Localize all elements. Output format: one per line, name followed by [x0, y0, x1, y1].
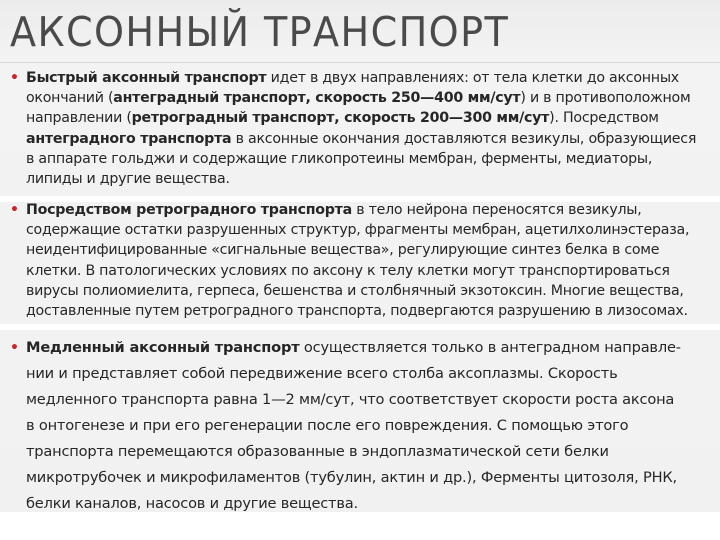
text-run: белки каналов, насосов и другие вещества.	[26, 495, 358, 512]
text-run: содержащие остатки разрушенных структур, фрагменты мембран, ацетилхолинэстераза,	[26, 222, 690, 239]
paragraph-fast-transport	[8, 68, 714, 189]
text-line	[26, 413, 714, 439]
text-run: неидентифицированные «сигнальные вещества», регулирующие синтез белка в соме	[26, 242, 660, 259]
text-line	[26, 68, 714, 88]
paragraph-body	[8, 335, 714, 517]
text-run: направлении (	[26, 110, 132, 127]
text-line	[26, 465, 714, 491]
bullet-icon: •	[10, 340, 19, 356]
text-run: в тело нейрона переносятся везикулы,	[351, 202, 642, 218]
paragraph-body	[8, 200, 714, 321]
text-line	[26, 301, 714, 321]
bullet-icon: •	[10, 202, 19, 218]
text-run: идет в двух направлениях: от тела клетки до аксонных	[266, 70, 679, 86]
text-line	[26, 108, 714, 128]
text-line	[26, 169, 714, 189]
text-line	[26, 220, 714, 240]
text-line	[26, 149, 714, 169]
text-run: вирусы полиомиелита, герпеса, бешенства и столбнячный экзотоксин. Многие вещества,	[26, 282, 684, 299]
text-run: нии и представляет собой передвижение всего столба аксоплазмы. Скорость	[26, 365, 618, 382]
text-run: ). Посредством	[549, 110, 659, 127]
text-run: доставленные путем ретроградного транспорта, подвергаются разрушению в лизосомах.	[26, 303, 688, 320]
paragraph-slow-transport	[8, 335, 714, 517]
bold-text-run: Медленный аксонный транспорт	[26, 339, 300, 356]
bold-text-run: Быстрый аксонный транспорт	[26, 70, 267, 86]
text-line	[26, 261, 714, 281]
text-line	[26, 335, 714, 361]
text-run: в онтогенезе и при его регенерации после его повреждения. С помощью этого	[26, 417, 629, 434]
slide-bottom-margin	[0, 512, 720, 540]
text-line	[26, 129, 714, 149]
title-divider	[0, 62, 720, 63]
text-line	[26, 281, 714, 301]
paragraph-retrograde-transport	[8, 200, 714, 321]
bullet-icon: •	[10, 70, 19, 86]
text-line	[26, 240, 714, 260]
text-run: транспорта перемещаются образованные в эндоплазматической сети белки	[26, 443, 609, 460]
text-run: клетки. В патологических условиях по аксону к телу клетки могут транспортироваться	[26, 262, 670, 279]
text-run: липиды и другие вещества.	[26, 171, 230, 188]
text-line	[26, 88, 714, 108]
text-run: микротрубочек и микрофиламентов (тубулин, актин и др.), Ферменты цитозоля, РНК,	[26, 469, 677, 486]
slide-title: АКСОННЫЙ ТРАНСПОРТ	[10, 8, 510, 56]
text-line	[26, 387, 714, 413]
bold-text-run: Посредством ретроградного транспорта	[26, 202, 352, 218]
text-line	[26, 439, 714, 465]
text-run: осуществляется только в антеградном направле-	[299, 339, 681, 356]
text-run: в аппарате гольджи и содержащие гликопротеины мембран, ферменты, медиаторы,	[26, 150, 653, 167]
section-separator	[0, 324, 720, 330]
text-run: ) и в противоположном	[520, 90, 691, 107]
text-run: медленного транспорта равна 1—2 мм/сут, что соответствует скорости роста аксона	[26, 391, 675, 408]
text-run: окончаний (	[26, 90, 114, 107]
bold-text-run: антеградный транспорт, скорость 250—400 мм/сут	[113, 90, 521, 107]
bold-text-run: антеградного транспорта	[26, 130, 232, 147]
paragraph-body	[8, 68, 714, 189]
text-line	[26, 200, 714, 220]
bold-text-run: ретроградный транспорт, скорость 200—300 мм/сут	[131, 110, 550, 127]
text-line	[26, 361, 714, 387]
text-run: в аксонные окончания доставляются везикулы, образующиеся	[231, 130, 697, 147]
